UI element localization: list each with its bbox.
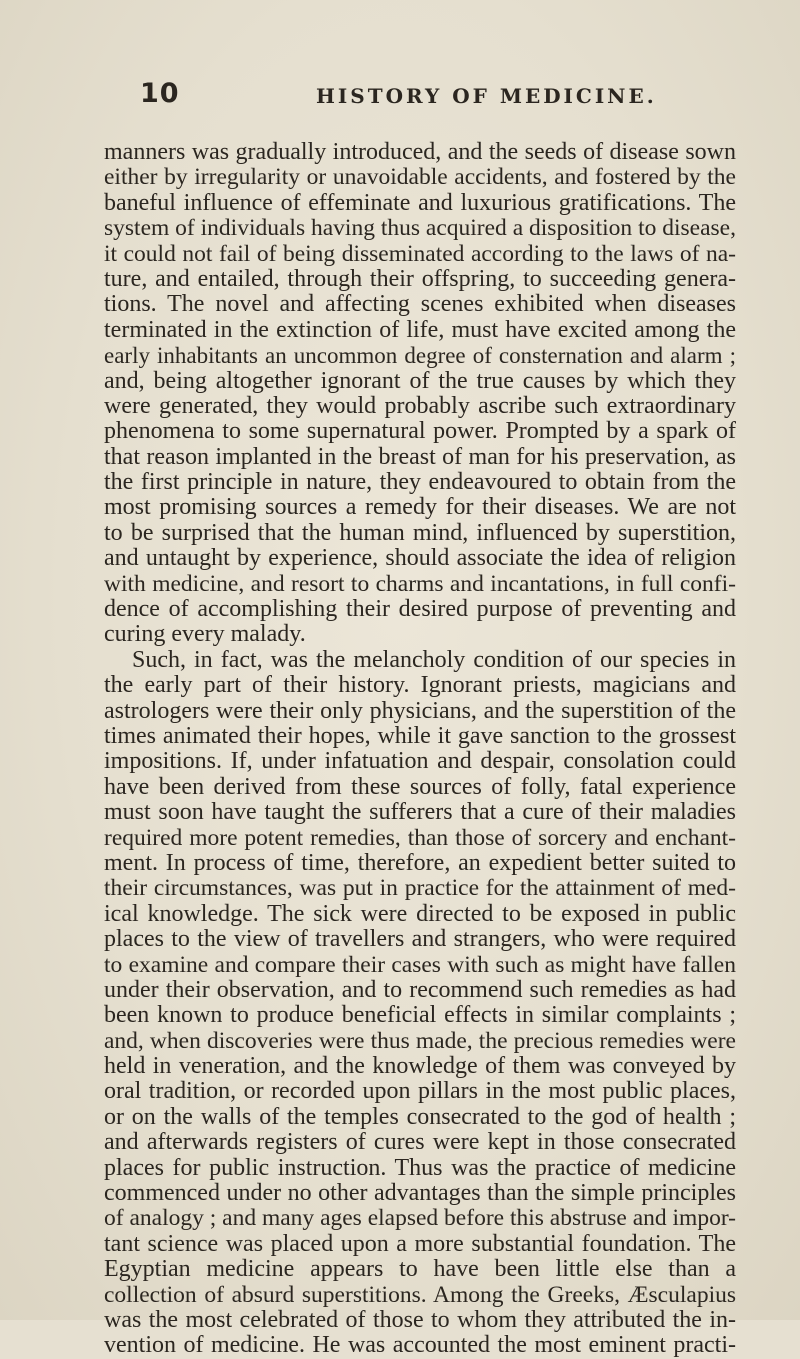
text-line: it could not fail of being disseminated according to the laws of na- bbox=[104, 240, 736, 267]
page-number: 10 bbox=[140, 78, 180, 109]
text-line: most promising sources a remedy for their diseases. We are not bbox=[104, 494, 736, 521]
text-line: of analogy ; and many ages elapsed before this abstruse and impor- bbox=[104, 1205, 736, 1232]
text-line: collection of absurd superstitions. Among the Greeks, Æsculapius bbox=[104, 1281, 736, 1308]
text-line: been known to produce beneficial effects in similar complaints ; bbox=[104, 1002, 736, 1029]
paragraph-2 bbox=[104, 648, 736, 1359]
text-line: dence of accomplishing their desired purpose of preventing and bbox=[104, 596, 736, 623]
text-line: was the most celebrated of those to whom they attributed the in- bbox=[104, 1306, 736, 1333]
text-line: places to the view of travellers and strangers, who were required bbox=[104, 926, 736, 953]
text-line: that reason implanted in the breast of man for his preservation, as bbox=[104, 443, 736, 470]
text-line: curing every malady. bbox=[104, 621, 306, 648]
text-line: Egyptian medicine appears to have been little else than a bbox=[104, 1256, 736, 1283]
text-line: places for public instruction. Thus was the practice of medicine bbox=[104, 1154, 736, 1181]
paragraph-1 bbox=[104, 140, 736, 648]
text-line: were generated, they would probably ascribe such extraordinary bbox=[104, 392, 736, 419]
text-line: and, being altogether ignorant of the true causes by which they bbox=[104, 367, 736, 394]
text-line: impositions. If, under infatuation and despair, consolation could bbox=[104, 748, 736, 775]
text-line: must soon have taught the sufferers that a cure of their maladies bbox=[104, 799, 736, 826]
body-text bbox=[104, 140, 736, 1359]
text-line: with medicine, and resort to charms and incantations, in full confi- bbox=[104, 570, 736, 597]
text-line: have been derived from these sources of folly, fatal experience bbox=[104, 773, 736, 800]
text-line: under their observation, and to recommend such remedies as had bbox=[104, 976, 736, 1003]
text-line: system of individuals having thus acquired a disposition to disease, bbox=[104, 215, 736, 242]
text-line: and untaught by experience, should associate the idea of religion bbox=[104, 545, 736, 572]
text-line: vention of medicine. He was accounted the most eminent practi- bbox=[104, 1332, 736, 1359]
text-line: baneful influence of effeminate and luxurious gratifications. The bbox=[104, 189, 736, 216]
text-line: ical knowledge. The sick were directed to be exposed in public bbox=[104, 900, 736, 927]
text-line: required more potent remedies, than those of sorcery and enchant- bbox=[104, 824, 736, 851]
text-line: held in veneration, and the knowledge of them was conveyed by bbox=[104, 1053, 736, 1080]
text-line: or on the walls of the temples consecrated to the god of health ; bbox=[104, 1103, 736, 1130]
text-line: either by irregularity or unavoidable accidents, and fostered by the bbox=[104, 164, 736, 191]
running-head bbox=[104, 78, 736, 112]
text-line: oral tradition, or recorded upon pillars in the most public places, bbox=[104, 1078, 736, 1105]
text-line: to be surprised that the human mind, influenced by superstition, bbox=[104, 519, 736, 546]
text-line: their circumstances, was put in practice for the attainment of med- bbox=[104, 875, 736, 902]
text-line: ment. In process of time, therefore, an expedient better suited to bbox=[104, 849, 736, 876]
text-line: the early part of their history. Ignorant priests, magicians and bbox=[104, 672, 736, 699]
text-line: terminated in the extinction of life, must have excited among the bbox=[104, 316, 736, 343]
text-line: astrologers were their only physicians, and the superstition of the bbox=[104, 697, 736, 724]
text-line: commenced under no other advantages than the simple principles bbox=[104, 1180, 736, 1207]
text-line: manners was gradually introduced, and the seeds of disease sown bbox=[104, 139, 736, 165]
text-line: times animated their hopes, while it gave sanction to the grossest bbox=[104, 722, 736, 749]
text-line: to examine and compare their cases with such as might have fallen bbox=[104, 951, 736, 978]
text-line: the first principle in nature, they endeavoured to obtain from the bbox=[104, 469, 736, 496]
text-line: phenomena to some supernatural power. Prompted by a spark of bbox=[104, 418, 736, 445]
text-line: tant science was placed upon a more substantial foundation. The bbox=[104, 1230, 736, 1257]
text-line: and afterwards registers of cures were kept in those consecrated bbox=[104, 1129, 736, 1156]
text-line: early inhabitants an uncommon degree of consternation and alarm ; bbox=[104, 343, 736, 369]
text-line: tions. The novel and affecting scenes exhibited when diseases bbox=[104, 291, 736, 318]
text-line: ture, and entailed, through their offspring, to succeeding genera- bbox=[104, 265, 736, 292]
text-line: Such, in fact, was the melancholy condition of our species in bbox=[132, 646, 736, 673]
running-title: HISTORY OF MEDICINE. bbox=[316, 84, 657, 108]
text-line: and, when discoveries were thus made, the precious remedies were bbox=[104, 1027, 736, 1054]
